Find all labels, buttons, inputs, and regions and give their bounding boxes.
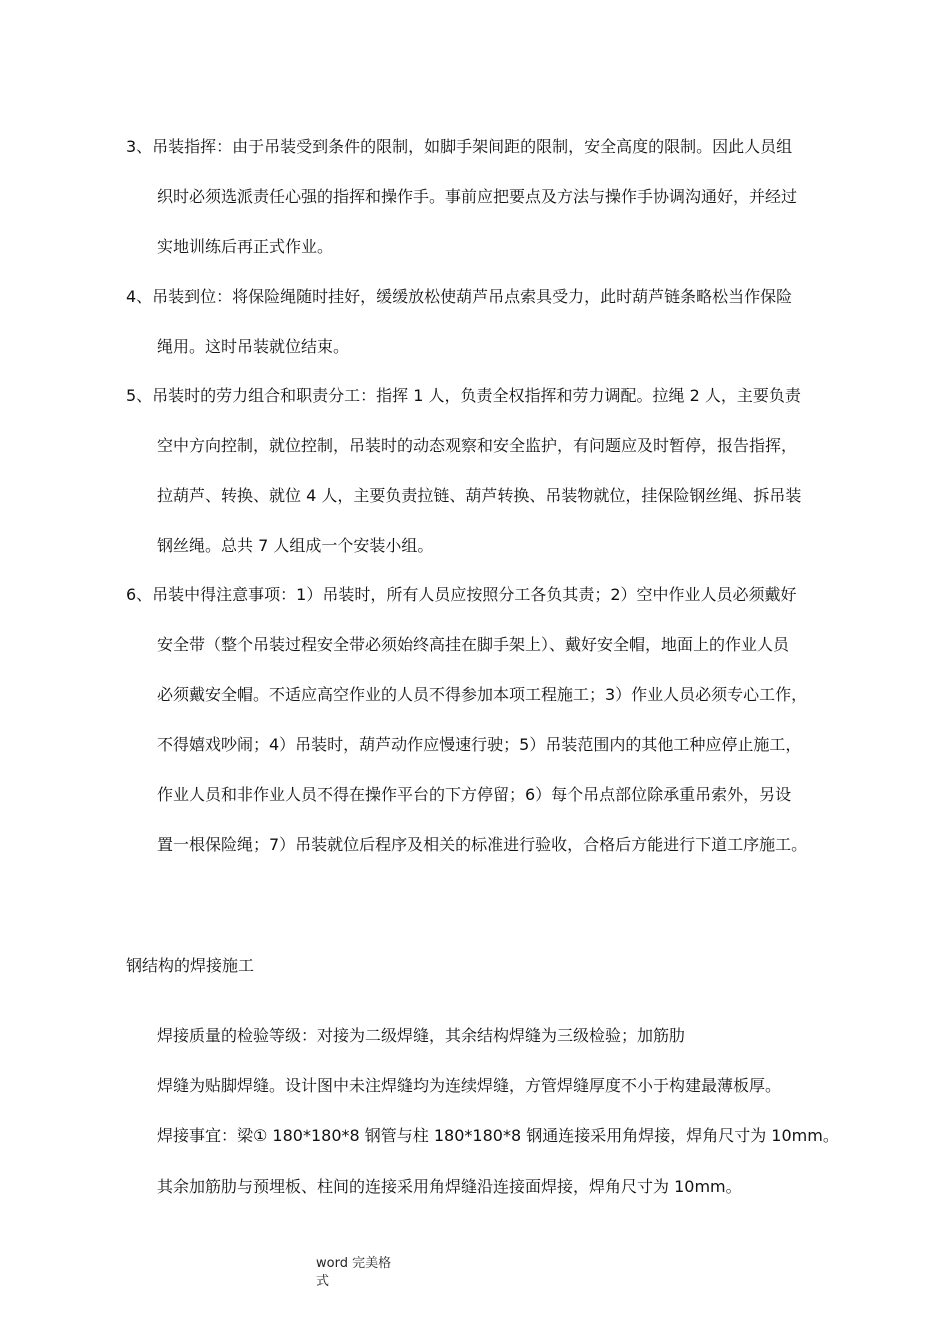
footer-line-2: 式: [316, 1274, 330, 1289]
item-6-line-1: 6、吊装中得注意事项：1）吊装时，所有人员应按照分工各负其责；2）空中作业人员必须戴好: [126, 585, 797, 604]
item-6-line-6: 置一根保险绳；7）吊装就位后程序及相关的标准进行验收，合格后方能进行下道工序施工。: [157, 835, 808, 854]
item-5-line-2: 空中方向控制，就位控制，吊装时的动态观察和安全监护，有问题应及时暂停，报告指挥，: [157, 436, 798, 455]
item-5-line-4: 钢丝绳。总共 7 人组成一个安装小组。: [157, 536, 434, 555]
section-line-2: 焊缝为贴脚焊缝。设计图中未注焊缝均为连续焊缝，方管焊缝厚度不小于构建最薄板厚。: [157, 1076, 782, 1095]
item-6-line-3: 必须戴安全帽。不适应高空作业的人员不得参加本项工程施工；3）作业人员必须专心工作，: [157, 685, 808, 704]
section-line-1: 焊接质量的检验等级：对接为二级焊缝，其余结构焊缝为三级检验；加筋肋: [157, 1026, 686, 1045]
item-6-line-2: 安全带（整个吊装过程安全带必须始终高挂在脚手架上）、戴好安全帽，地面上的作业人员: [157, 635, 790, 654]
item-6-line-5: 作业人员和非作业人员不得在操作平台的下方停留；6）每个吊点部位除承重吊索外，另设: [157, 785, 792, 804]
item-3-line-3: 实地训练后再正式作业。: [157, 237, 334, 256]
footer-line-1: word 完美格: [316, 1256, 392, 1271]
item-6-line-4: 不得嬉戏吵闹；4）吊装时，葫芦动作应慢速行驶；5）吊装范围内的其他工种应停止施工，: [157, 735, 802, 754]
item-5-line-3: 拉葫芦、转换、就位 4 人，主要负责拉链、葫芦转换、吊装物就位，挂保险钢丝绳、拆吊装: [157, 486, 802, 505]
section-title: 钢结构的焊接施工: [126, 956, 255, 975]
item-5-line-1: 5、吊装时的劳力组合和职责分工：指挥 1 人，负责全权指挥和劳力调配。拉绳 2 人，主要负责: [126, 386, 801, 405]
item-3-line-2: 织时必须选派责任心强的指挥和操作手。事前应把要点及方法与操作手协调沟通好，并经过: [157, 187, 798, 206]
item-4-line-1: 4、吊装到位：将保险绳随时挂好，缓缓放松使葫芦吊点索具受力，此时葫芦链条略松当作保险: [126, 287, 793, 306]
item-3-line-1: 3、吊装指挥：由于吊装受到条件的限制，如脚手架间距的限制，安全高度的限制。因此人员组: [126, 137, 793, 156]
item-4-line-2: 绳用。这时吊装就位结束。: [157, 337, 350, 356]
section-line-3: 焊接事宜：梁① 180*180*8 钢管与柱 180*180*8 钢通连接采用角焊接，焊角尺寸为 10mm。: [157, 1126, 839, 1145]
section-line-4: 其余加筋肋与预埋板、柱间的连接采用角焊缝沿连接面焊接，焊角尺寸为 10mm。: [157, 1177, 742, 1196]
